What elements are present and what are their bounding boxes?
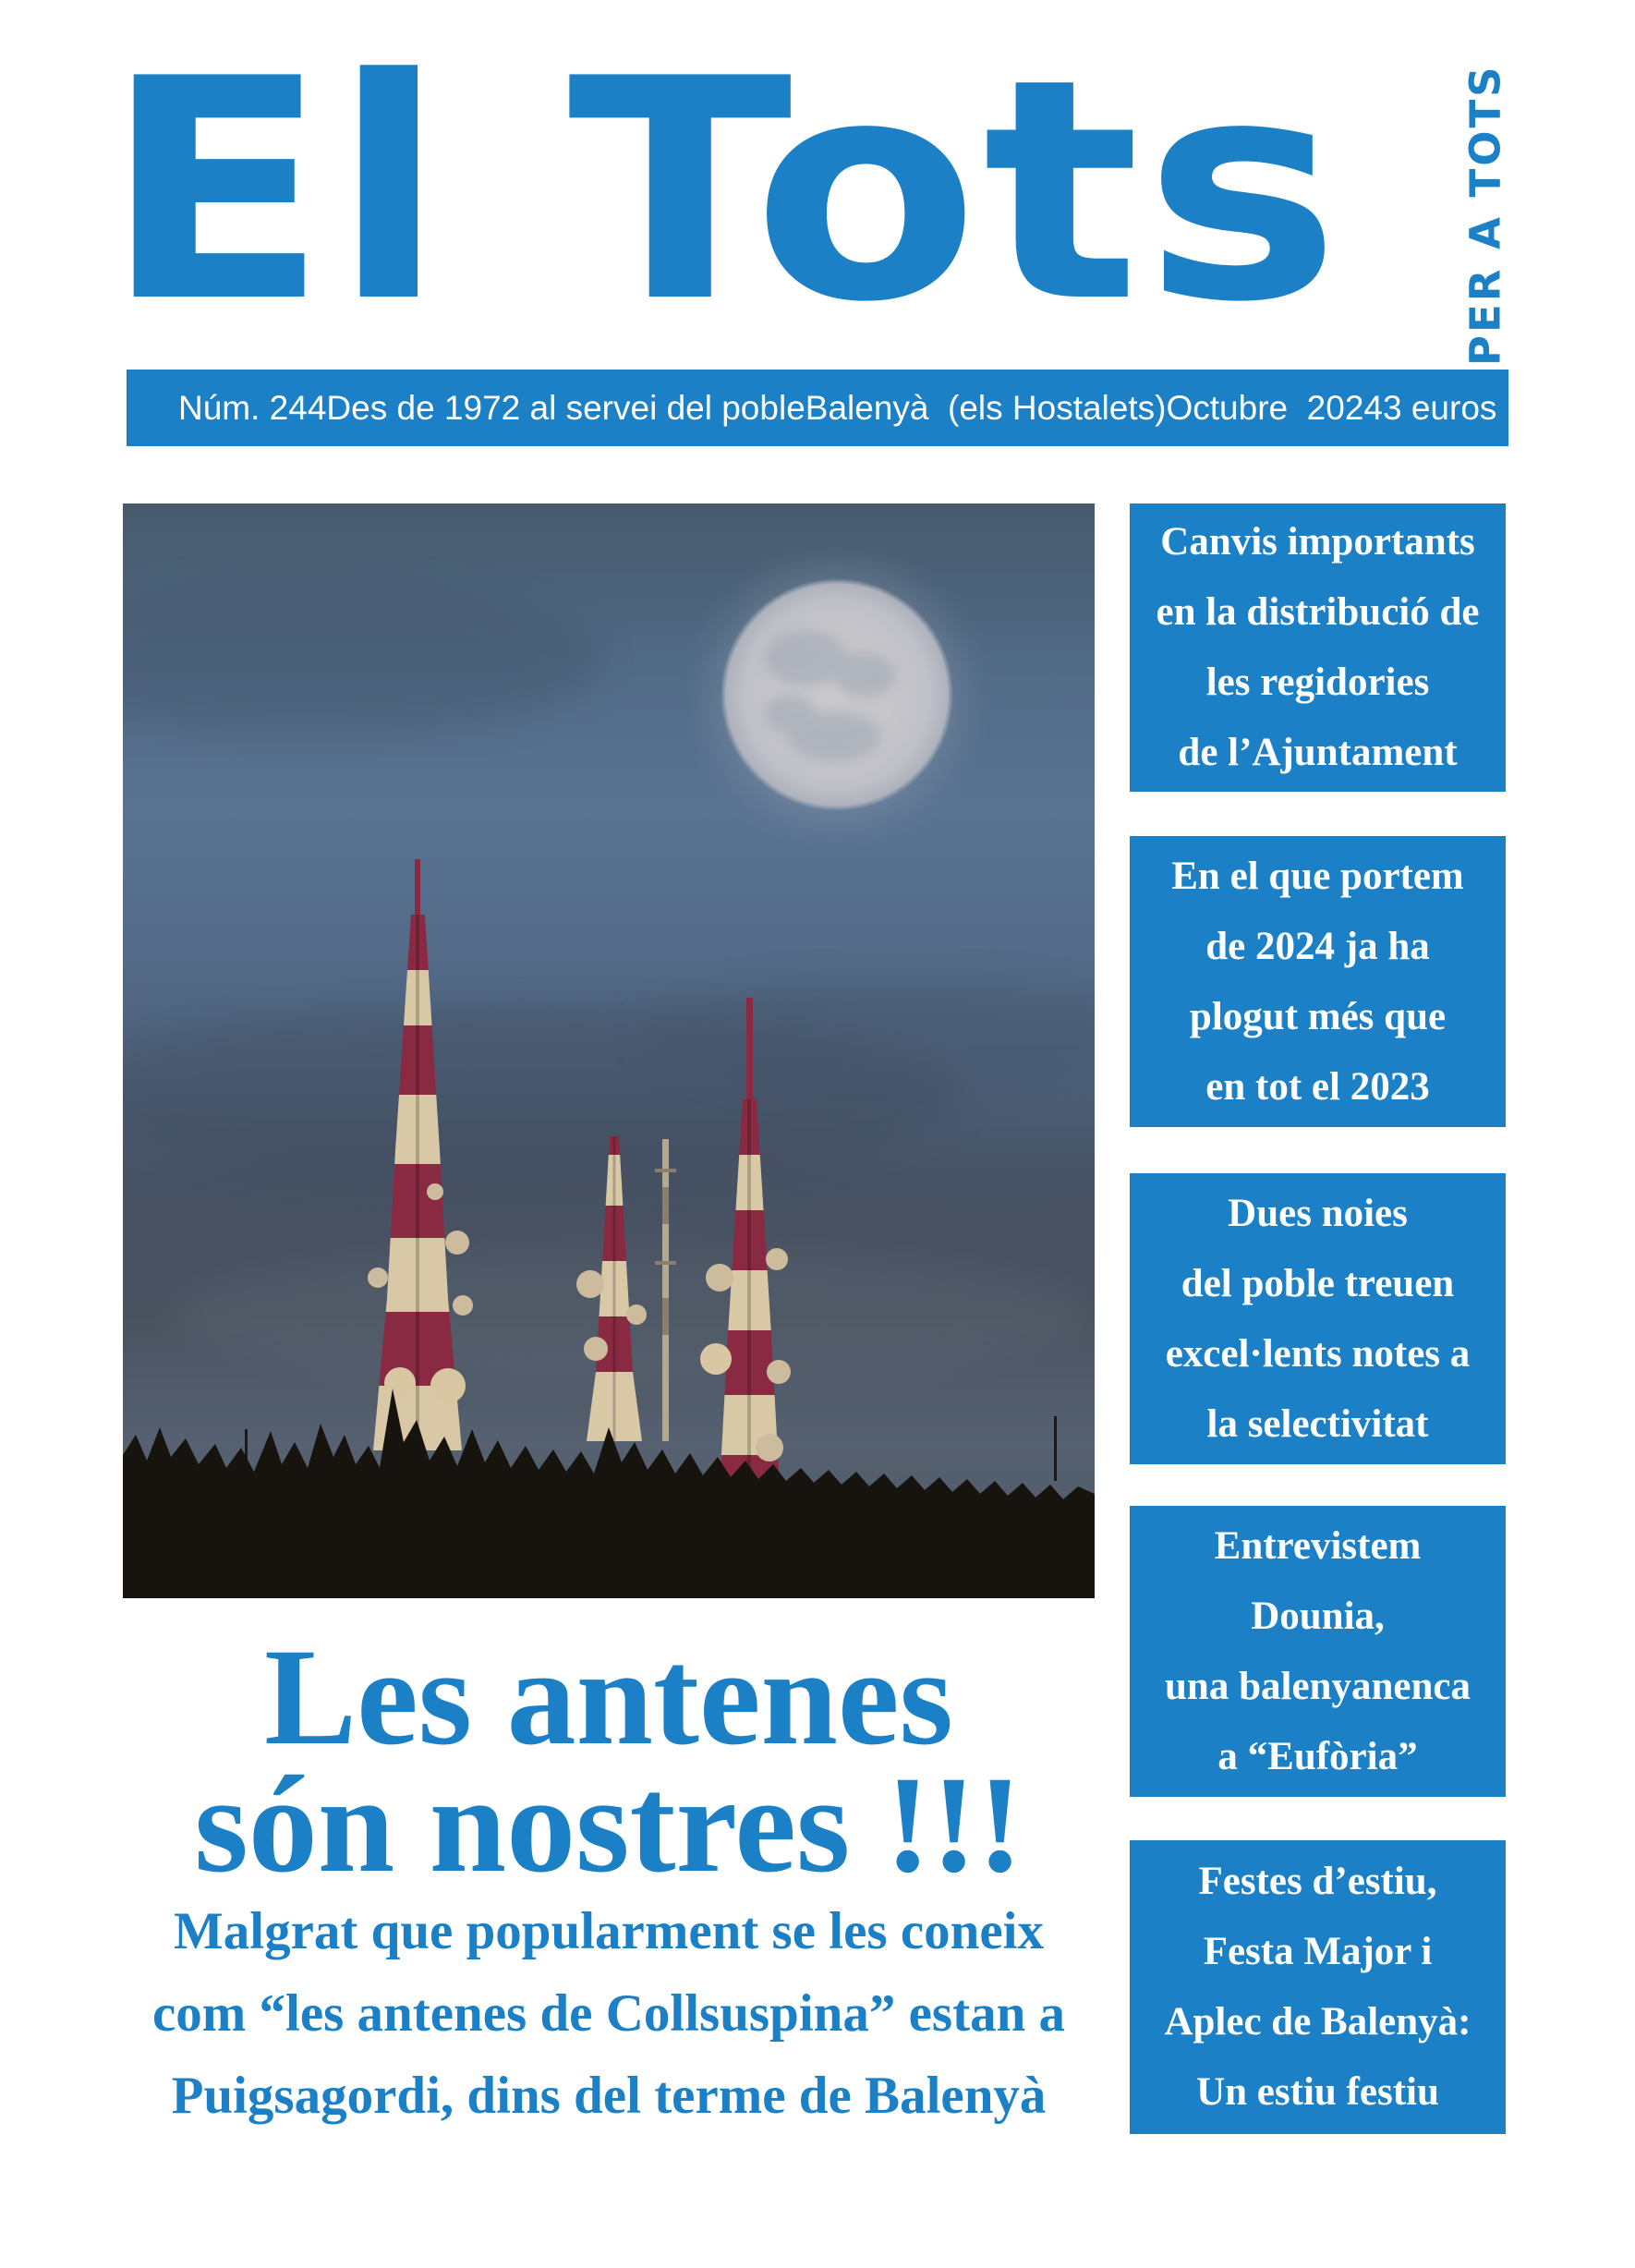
story-line: de 2024 ja ha — [1205, 924, 1430, 968]
publication-motto-vertical: PER A TOTS — [1460, 64, 1510, 367]
story-line: a “Eufòria” — [1217, 1734, 1418, 1778]
publication-title: El Tots — [103, 14, 1345, 369]
cover-photo — [123, 503, 1095, 1598]
issue-price: 3 euros — [1382, 388, 1497, 427]
story-line: Aplec de Balenyà: — [1164, 2000, 1472, 2044]
sidebar-story-euforia — [1130, 1506, 1506, 1797]
story-line: En el que portem — [1171, 854, 1464, 898]
headline-line-2: són nostres !!! — [194, 1748, 1023, 1901]
issue-date: Octubre 2024 — [1166, 388, 1383, 427]
story-line: Dues noies — [1228, 1191, 1408, 1235]
story-line: plogut més que — [1189, 994, 1447, 1038]
issue-number: Núm. 244 — [178, 388, 327, 427]
town-name: Balenyà (els Hostalets) — [805, 388, 1167, 427]
story-line: una balenyanenca — [1165, 1664, 1471, 1708]
subheadline-line-2: com “les antenes de Collsuspina” estan a — [151, 1984, 1066, 2043]
story-line: Dounia, — [1251, 1594, 1385, 1638]
subheadline-line-1: Malgrat que popularment se les coneix — [173, 1902, 1044, 1960]
story-line: Canvis importants — [1160, 520, 1475, 564]
story-line: Entrevistem — [1214, 1523, 1422, 1568]
sidebar-story-selectivitat — [1130, 1173, 1506, 1464]
story-line: la selectivitat — [1206, 1401, 1429, 1446]
story-line: Festes d’estiu, — [1198, 1860, 1437, 1903]
story-line: de l’Ajuntament — [1178, 731, 1458, 774]
sidebar-story-regidories — [1130, 503, 1506, 792]
sidebar-story-pluja — [1130, 836, 1506, 1127]
sidebar-story-festes — [1130, 1840, 1506, 2134]
story-line: excel·lents notes a — [1165, 1331, 1471, 1376]
story-line: Un estiu festiu — [1196, 2070, 1439, 2114]
issue-info-bar — [127, 370, 1508, 446]
legacy-line: Des de 1972 al servei del poble — [326, 388, 805, 427]
moon — [708, 565, 966, 824]
story-line: en tot el 2023 — [1205, 1064, 1430, 1109]
story-line: del poble treuen — [1181, 1261, 1455, 1305]
subheadline — [95, 1890, 1122, 2137]
story-line: en la distribució de — [1156, 590, 1480, 634]
subheadline-line-3: Puigsagordi, dins del terme de Balenyà — [171, 2067, 1047, 2125]
headline-line-1: Les antenes — [264, 1620, 953, 1774]
story-line: les regidories — [1205, 661, 1430, 704]
story-line: Festa Major i — [1203, 1930, 1433, 1973]
